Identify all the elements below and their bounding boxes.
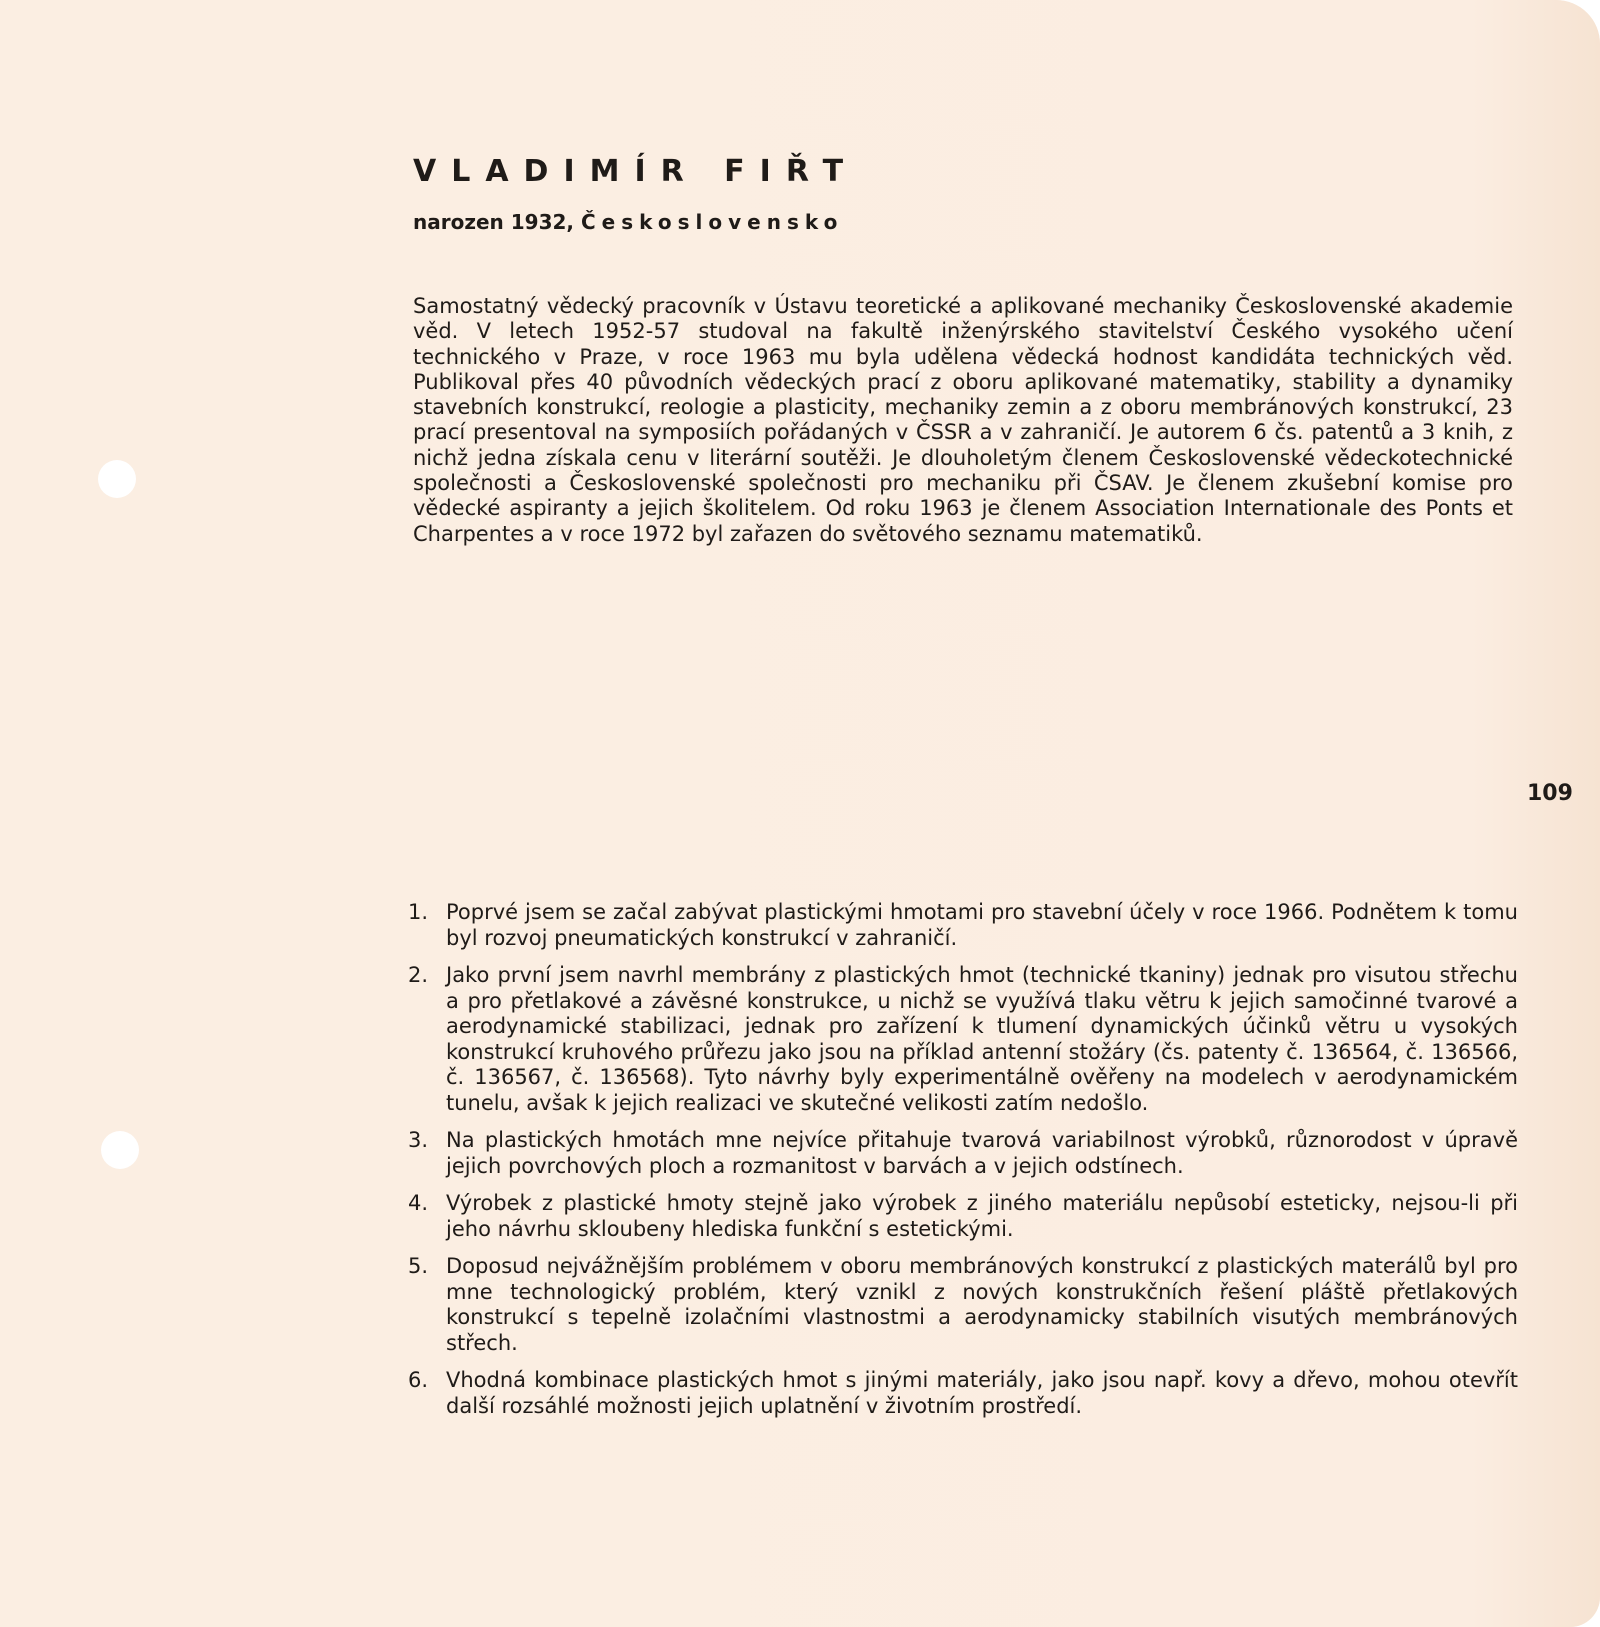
list-item-number: 1. <box>408 900 429 924</box>
list-item-number: 2. <box>408 963 429 987</box>
birth-year: narozen 1932, <box>413 210 575 234</box>
list-item-text: Poprvé jsem se začal zabývat plastickými hmotami pro stavební účely v roce 1966. Podnětem k tomu byl rozvoj pneumatických konstrukcí v zahraničí. <box>446 900 1518 950</box>
list-item <box>408 1191 1518 1242</box>
punch-hole <box>101 1131 139 1169</box>
birth-info <box>413 210 843 234</box>
list-item-text: Na plastických hmotách mne nejvíce přitahuje tvarová variabilnost výrobků, různorodost v úpravě jejich povrchových ploch a rozmanitost v barvách a v jejich odstínech. <box>446 1128 1518 1178</box>
list-item-text: Výrobek z plastické hmoty stejně jako výrobek z jiného materiálu nepůsobí esteticky, nejsou-li při jeho návrhu skloubeny hlediska funkční s estetickými. <box>446 1191 1518 1241</box>
list-item <box>408 900 1518 951</box>
list-item <box>408 963 1518 1116</box>
list-item <box>408 1128 1518 1179</box>
list-item-text: Jako první jsem navrhl membrány z plastických hmot (technické tkaniny) jednak pro visutou střechu a pro přetlakové a závěsné konstrukce, u nichž se využívá tlaku větru k jejich samočinné tvarové a aerodynamické stabilizaci, jednak pro zařízení k tlumení dynamických účinků větru u vysokých konstrukcí kruhového průřezu jako jsou na příklad antenní stožáry (čs. patenty č. 136564, č. 136566, č. 136567, č. 136568). Tyto návrhy byly experimentálně ověřeny na modelech v aerodynamickém tunelu, avšak k jejich realizaci ve skutečné velikosti zatím nedošlo. <box>446 963 1518 1115</box>
page-number: 109 <box>1527 781 1573 806</box>
list-item <box>408 1368 1518 1419</box>
list-item <box>408 1254 1518 1356</box>
birth-country: Československo <box>580 210 844 234</box>
list-item-text: Doposud nejvážnějším problémem v oboru membránových konstrukcí z plastických materálů byl pro mne technologický problém, který vznikl z nových konstrukčních řešení pláště přetlakových konstrukcí s tepelně izolačními vlastnostmi a aerodynamicky stabilních visutých membránových střech. <box>446 1254 1518 1355</box>
list-item-text: Vhodná kombinace plastických hmot s jinými materiály, jako jsou např. kovy a dřevo, mohou otevřít další rozsáhlé možnosti jejich uplatnění v životním prostředí. <box>446 1368 1518 1418</box>
punch-hole <box>98 460 136 498</box>
biography-paragraph: Samostatný vědecký pracovník v Ústavu teoretické a aplikované mechaniky Československé akademie věd. V letech 1952-57 studoval na fakultě inženýrského stavitelství Českého vysokého učení technického v Praze, v roce 1963 mu byla udělena vědecká hodnost kandidáta technických věd. Publikoval přes 40 původních vědeckých prací z oboru aplikované matematiky, stability a dynamiky stavebních konstrukcí, reologie a plasticity, mechaniky zemin a z oboru membránových konstrukcí, 23 prací presentoval na symposiích pořádaných v ČSSR a v zahraničí. Je autorem 6 čs. patentů a 3 knih, z nichž jedna získala cenu v literární soutěži. Je dlouholetým členem Československé vědeckotechnické společnosti a Československé společnosti pro mechaniku při ČSAV. Je členem zkušební komise pro vědecké aspiranty a jejich školitelem. Od roku 1963 je členem Association Internationale des Ponts et Charpentes a v roce 1972 byl zařazen do světového seznamu matematiků. <box>413 294 1513 546</box>
page-title: VLADIMÍR FIŘT <box>413 154 859 189</box>
list-item-number: 6. <box>408 1368 429 1392</box>
answers-list <box>408 900 1518 1419</box>
list-item-number: 4. <box>408 1191 429 1215</box>
list-item-number: 5. <box>408 1254 429 1278</box>
list-item-number: 3. <box>408 1128 429 1152</box>
